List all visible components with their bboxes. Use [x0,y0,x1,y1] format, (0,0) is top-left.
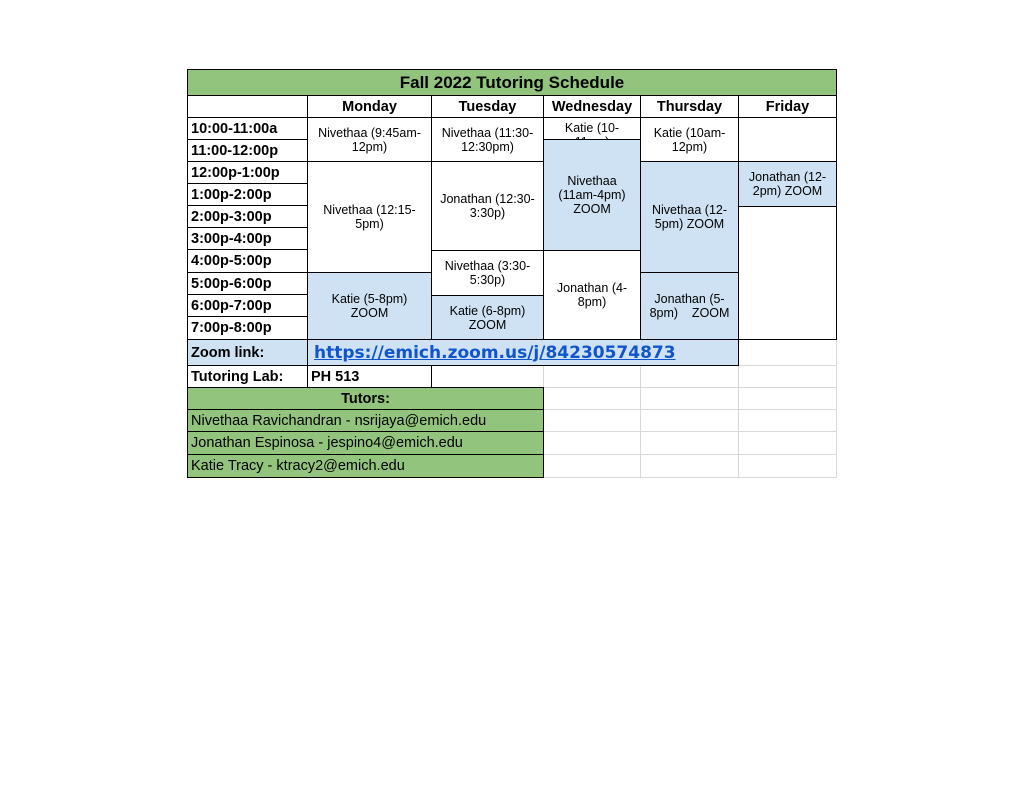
empty-cell [739,410,837,432]
session-monday-katie-zoom: Katie (5-8pm) ZOOM [307,272,432,340]
zoom-link-label: Zoom link: [187,339,308,366]
zoom-link[interactable]: https://emich.zoom.us/j/84230574873 [314,342,676,363]
day-header-friday: Friday [738,95,837,118]
tutoring-schedule-sheet [187,69,837,478]
empty-cell [544,366,641,388]
empty-cell [641,366,739,388]
session-wednesday-katie: Katie (10- [543,117,641,140]
tutoring-lab-room: PH 513 [307,365,432,388]
empty-cell [739,366,837,388]
session-wednesday-nivethaa-zoom: Nivethaa (11am-4pm) ZOOM [543,139,641,251]
tutor-entry: Jonathan Espinosa - jespino4@emich.edu [187,431,544,455]
time-slot: 5:00p-6:00p [187,272,308,295]
empty-cell [641,410,739,432]
session-tuesday-nivethaa-midday: Nivethaa (11:30-12:30pm) [431,117,544,162]
empty-cell [739,455,837,478]
tutoring-lab-label: Tutoring Lab: [187,365,308,388]
empty-cell [739,388,837,410]
empty-cell [544,432,641,455]
friday-empty-morning [738,117,837,162]
session-monday-nivethaa-morning: Nivethaa (9:45am-12pm) [307,117,432,162]
empty-cell [641,432,739,455]
session-thursday-jonathan-zoom: Jonathan (5-8pm) ZOOM [640,272,739,340]
day-header-wednesday: Wednesday [543,95,641,118]
friday-empty-afternoon [738,206,837,340]
tutors-header: Tutors: [187,387,544,410]
day-header-thursday: Thursday [640,95,739,118]
schedule-title: Fall 2022 Tutoring Schedule [187,69,837,96]
time-slot: 4:00p-5:00p [187,249,308,273]
time-slot: 6:00p-7:00p [187,294,308,317]
session-wednesday-jonathan: Jonathan (4-8pm) [543,250,641,340]
time-slot: 7:00p-8:00p [187,316,308,340]
day-header-tuesday: Tuesday [431,95,544,118]
empty-cell [544,388,641,410]
time-slot: 10:00-11:00a [187,117,308,140]
time-slot: 2:00p-3:00p [187,205,308,228]
empty-cell [739,340,837,366]
empty-cell [739,432,837,455]
zoom-link-cell [307,339,739,366]
time-slot: 1:00p-2:00p [187,183,308,206]
session-monday-nivethaa-afternoon: Nivethaa (12:15-5pm) [307,161,432,273]
time-slot: 3:00p-4:00p [187,227,308,250]
empty-cell [641,455,739,478]
empty-cell [544,410,641,432]
session-tuesday-nivethaa-afternoon: Nivethaa (3:30-5:30p) [431,250,544,296]
tutor-entry: Katie Tracy - ktracy2@emich.edu [187,454,544,478]
session-tuesday-jonathan: Jonathan (12:30-3:30p) [431,161,544,251]
session-thursday-katie: Katie (10am-12pm) [640,117,739,162]
session-friday-jonathan-zoom: Jonathan (12-2pm) ZOOM [738,161,837,207]
tutor-entry: Nivethaa Ravichandran - nsrijaya@emich.edu [187,409,544,432]
session-tuesday-katie-zoom: Katie (6-8pm) ZOOM [431,295,544,340]
empty-cell [432,366,544,388]
time-slot: 11:00-12:00p [187,139,308,162]
empty-cell [544,455,641,478]
session-thursday-nivethaa-zoom: Nivethaa (12-5pm) ZOOM [640,161,739,273]
empty-cell [641,388,739,410]
day-header-monday: Monday [307,95,432,118]
header-corner [187,95,308,118]
time-slot: 12:00p-1:00p [187,161,308,184]
